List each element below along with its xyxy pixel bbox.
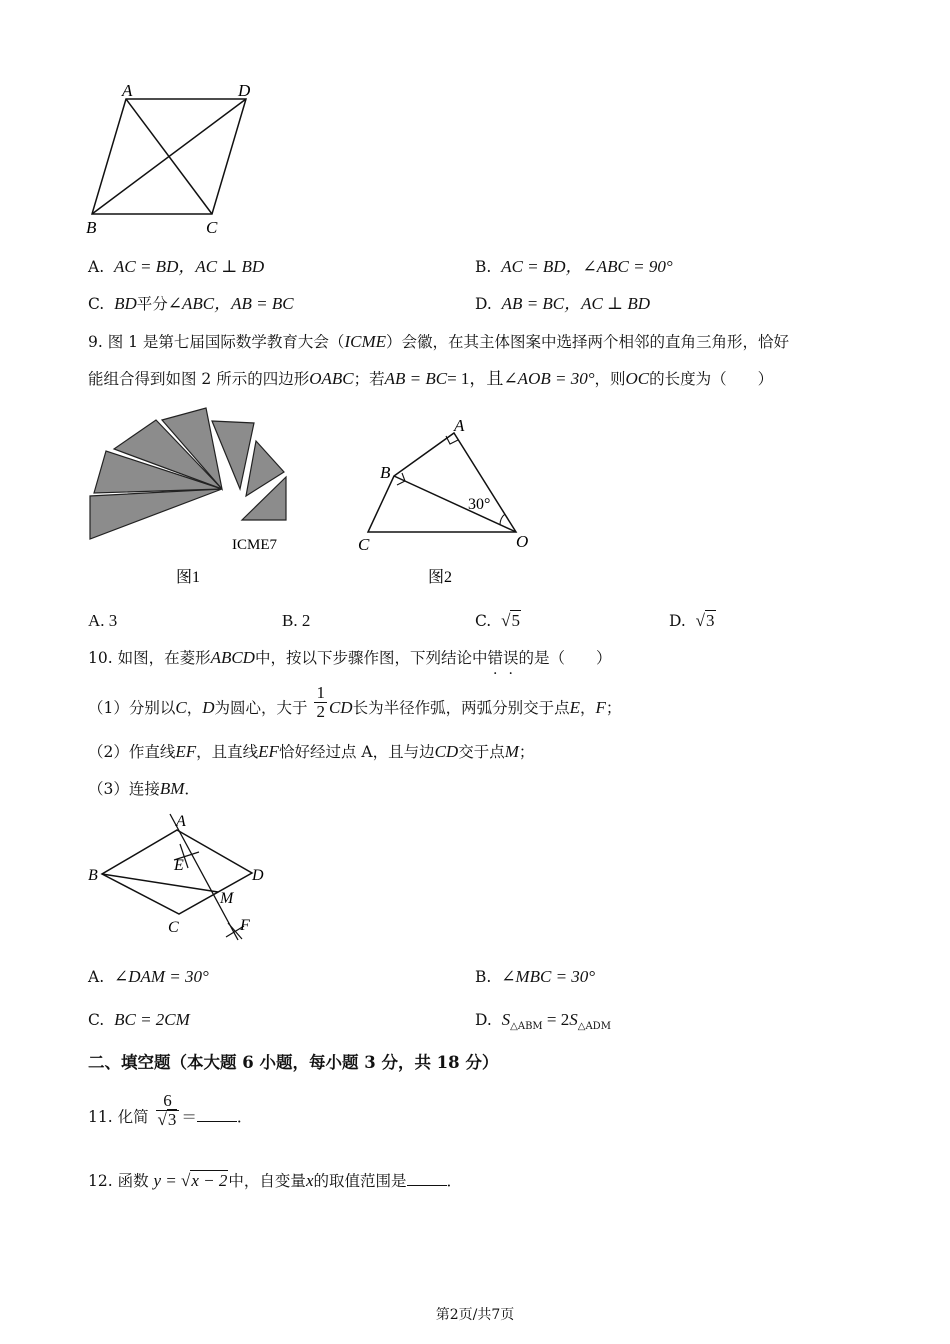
q8-option-c[interactable]: C. BD平分∠ABC，AB = BC [88, 294, 294, 313]
label-f: F [240, 917, 250, 934]
q8-option-d[interactable]: D. AB = BC，AC ⊥ BD [475, 294, 651, 313]
label-b: B [86, 218, 97, 237]
sqrt-3: √3 [695, 611, 715, 630]
q9-option-a[interactable]: A. 3 [88, 611, 118, 630]
q10-step-2: （2）作直线EF，且直线EF恰好经过点 A，且与边CD交于点M； [88, 742, 535, 761]
q9-option-c[interactable]: C. √5 [475, 611, 520, 630]
label-a: A [454, 416, 465, 435]
q9-stem-line1: 9. 图 1 是第七届国际数学教育大会（ICME）会徽，在其主体图案中选择两个相邻的直角三角形，恰好 [88, 332, 789, 351]
q10-step-1: （1）分别以C，D为圆心，大于 $\frac{1}{2}$ CD长为半径作弧，两弧分别交于点E，F； [88, 682, 622, 721]
q10-option-b[interactable]: B. ∠MBC = 30° [475, 967, 596, 986]
diagonal-bd [92, 99, 246, 214]
q10-step-3: （3）连接BM． [88, 779, 200, 798]
quadrilateral-oabc [368, 433, 516, 532]
label-d: D [252, 867, 264, 884]
q9-option-d[interactable]: D. √3 [669, 611, 715, 630]
sqrt-x-minus-2: √x − 2 [181, 1171, 228, 1190]
section-2-heading: 二、填空题（本大题 6 小题，每小题 3 分，共 18 分） [88, 1053, 499, 1072]
label-c: C [206, 218, 218, 237]
q10-option-d[interactable]: D. $S_{\triangle ABM} = 2S_{\triangle ADM}$ [475, 1010, 611, 1033]
q11: 11. 化简 $\frac{6}{√3}$ ＝ ． [88, 1090, 253, 1129]
angle-arc-o [500, 514, 505, 525]
q9-option-b[interactable]: B. 2 [282, 611, 311, 630]
answer-blank[interactable] [407, 1171, 447, 1186]
sqrt-5: √5 [501, 611, 520, 630]
label-m: M [220, 890, 234, 907]
q8-parallelogram-figure [80, 80, 270, 240]
label-a: A [122, 81, 133, 100]
q10-rhombus-figure [84, 808, 284, 953]
label-a: A [176, 813, 186, 830]
logo-triangle-1 [90, 489, 222, 539]
q10-option-a[interactable]: A. ∠DAM = 30° [88, 967, 209, 986]
label-c: C [168, 919, 179, 936]
q10-option-c[interactable]: C. BC = 2CM [88, 1010, 190, 1029]
q12: 12. 函数 y = √x − 2中，自变量x的取值范围是 ． [88, 1171, 463, 1190]
q10-stem: 10. 如图，在菱形ABCD中，按以下步骤作图，下列结论中错误的是（ ） [88, 648, 612, 667]
angle-label: 30° [468, 496, 491, 513]
fig2-caption: 图2 [428, 569, 453, 586]
line-ef [170, 814, 238, 940]
label-d: D [238, 81, 251, 100]
fraction-6-over-sqrt3: $\frac{6}{√3}$ [156, 1092, 180, 1129]
q9-figure-2 [350, 410, 550, 590]
label-o: O [516, 532, 529, 551]
label-c: C [358, 535, 370, 554]
fig1-caption: 图1 [176, 569, 201, 586]
label-e: E [174, 857, 184, 874]
q8-option-b[interactable]: B. AC = BD，∠ABC = 90° [475, 257, 673, 276]
q9-stem-line2: 能组合得到如图 2 所示的四边形OABC；若AB = BC= 1，且∠AOB = 30°，则OC的长度为（ ） [88, 369, 774, 388]
icme7-logo-figure [84, 402, 304, 592]
icme7-text: ICME7 [232, 537, 277, 553]
label-b: B [88, 867, 98, 884]
answer-blank[interactable] [197, 1107, 237, 1122]
fraction-one-half: $\frac{1}{2}$ [316, 682, 325, 721]
page-footer: 第2页/共7页 [435, 1307, 515, 1323]
q8-option-a[interactable]: A. AC = BD，AC ⊥ BD [88, 257, 265, 276]
label-b: B [380, 463, 391, 482]
